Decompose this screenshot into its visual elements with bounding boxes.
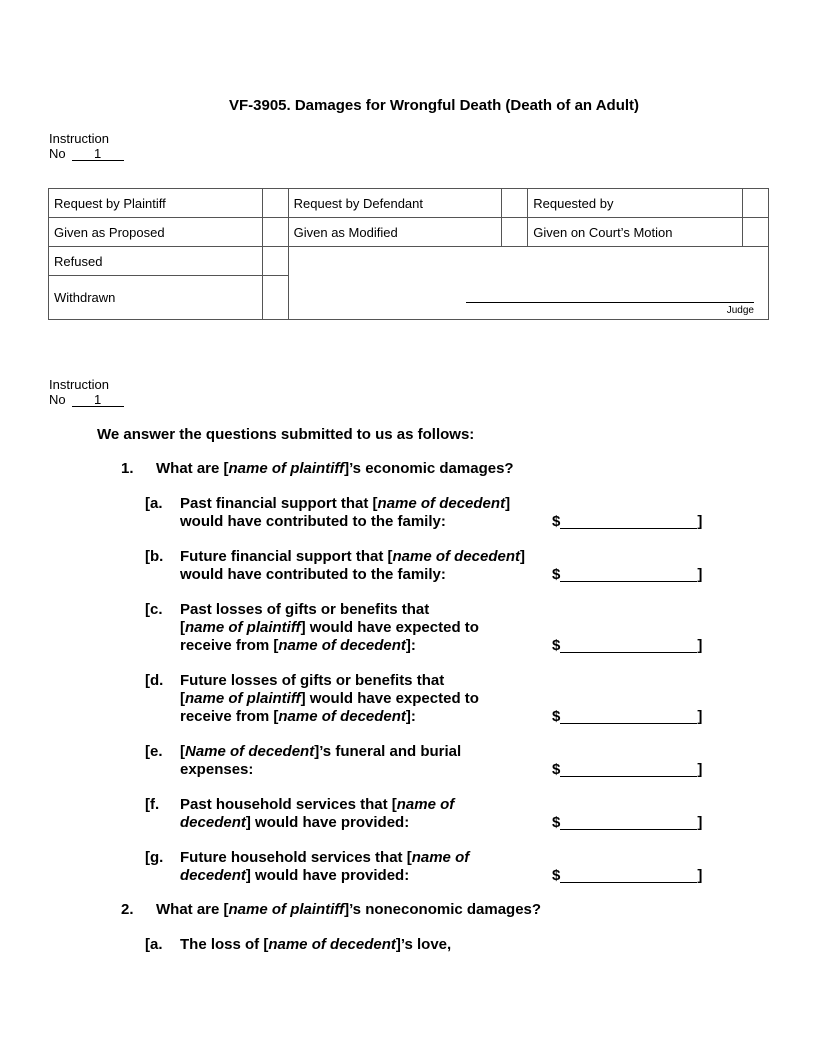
question-2 <box>121 901 541 918</box>
item-letter: [g. <box>145 849 164 866</box>
given-as-modified-checkbox[interactable] <box>502 218 528 247</box>
amount-field[interactable]: $ ] <box>552 637 703 654</box>
item-text: Future losses of gifts or benefits that [name of plaintiff] would have expected to receive from [name of decedent]: <box>180 672 479 725</box>
requested-by-checkbox[interactable] <box>743 189 769 218</box>
item-text: Future household services that [name of decedent] would have provided: <box>180 849 470 884</box>
question-text: What are [ <box>156 901 229 918</box>
form-title: VF-3905. Damages for Wrongful Death (Death of an Adult) <box>228 97 640 114</box>
item-text: [Name of decedent]’s funeral and burial expenses: <box>180 743 462 778</box>
amount-field[interactable]: $ ] <box>552 814 703 831</box>
instruction-no-row <box>49 146 124 161</box>
request-by-defendant-label: Request by Defendant <box>288 189 502 218</box>
question-placeholder: name of plaintiff <box>228 901 345 918</box>
item-text: Future financial support that [name of decedent] would have contributed to the family: <box>180 548 526 583</box>
instruction-label: Instruction <box>49 131 109 146</box>
withdrawn-label: Withdrawn <box>49 276 263 320</box>
item-letter: [c. <box>145 601 163 618</box>
instruction-label: Instruction <box>49 377 109 392</box>
question-text: ]’s economic damages? <box>344 460 514 477</box>
question-text: What are [ <box>156 460 229 477</box>
given-as-modified-label: Given as Modified <box>288 218 502 247</box>
item-letter: [a. <box>145 936 163 953</box>
item-letter: [a. <box>145 495 163 512</box>
no-label: No <box>49 146 66 161</box>
judge-label: Judge <box>726 305 754 316</box>
amount-field[interactable]: $ ] <box>552 708 703 725</box>
instruction-block-top <box>49 131 124 161</box>
item-text: Past financial support that [name of decedent] would have contributed to the family: <box>180 495 511 530</box>
judge-signature-area <box>288 247 768 320</box>
refused-checkbox[interactable] <box>262 247 288 276</box>
instruction-no-row <box>49 392 124 407</box>
given-on-courts-motion-label: Given on Court’s Motion <box>528 218 743 247</box>
amount-field[interactable]: $ ] <box>552 513 703 530</box>
request-table <box>48 188 769 320</box>
request-by-plaintiff-label: Request by Plaintiff <box>49 189 263 218</box>
refused-label: Refused <box>49 247 263 276</box>
amount-field[interactable]: $ ] <box>552 566 703 583</box>
no-label: No <box>49 392 66 407</box>
given-on-courts-motion-checkbox[interactable] <box>743 218 769 247</box>
item-letter: [e. <box>145 743 163 760</box>
question-number: 1. <box>121 460 134 477</box>
item-text: The loss of [name of decedent]’s love, <box>180 936 452 953</box>
given-as-proposed-label: Given as Proposed <box>49 218 263 247</box>
judge-signature-line[interactable] <box>466 302 754 303</box>
instruction-block-bottom <box>49 377 124 407</box>
question-placeholder: name of plaintiff <box>228 460 345 477</box>
item-text: Past losses of gifts or benefits that [name of plaintiff] would have expected to receive from [name of decedent]: <box>180 601 479 654</box>
request-by-defendant-checkbox[interactable] <box>502 189 528 218</box>
withdrawn-checkbox[interactable] <box>262 276 288 320</box>
request-by-plaintiff-checkbox[interactable] <box>262 189 288 218</box>
amount-field[interactable]: $ ] <box>552 761 703 778</box>
question-1 <box>121 460 514 477</box>
question-number: 2. <box>121 901 134 918</box>
verdict-intro: We answer the questions submitted to us as follows: <box>97 426 475 443</box>
given-as-proposed-checkbox[interactable] <box>262 218 288 247</box>
item-letter: [d. <box>145 672 164 689</box>
item-text: Past household services that [name of decedent] would have provided: <box>180 796 455 831</box>
requested-by-label: Requested by <box>528 189 743 218</box>
question-text: ]’s noneconomic damages? <box>344 901 542 918</box>
amount-field[interactable]: $ ] <box>552 867 703 884</box>
instruction-number: 1 <box>72 147 124 161</box>
item-letter: [f. <box>145 796 160 813</box>
item-letter: [b. <box>145 548 164 565</box>
instruction-number: 1 <box>72 393 124 407</box>
